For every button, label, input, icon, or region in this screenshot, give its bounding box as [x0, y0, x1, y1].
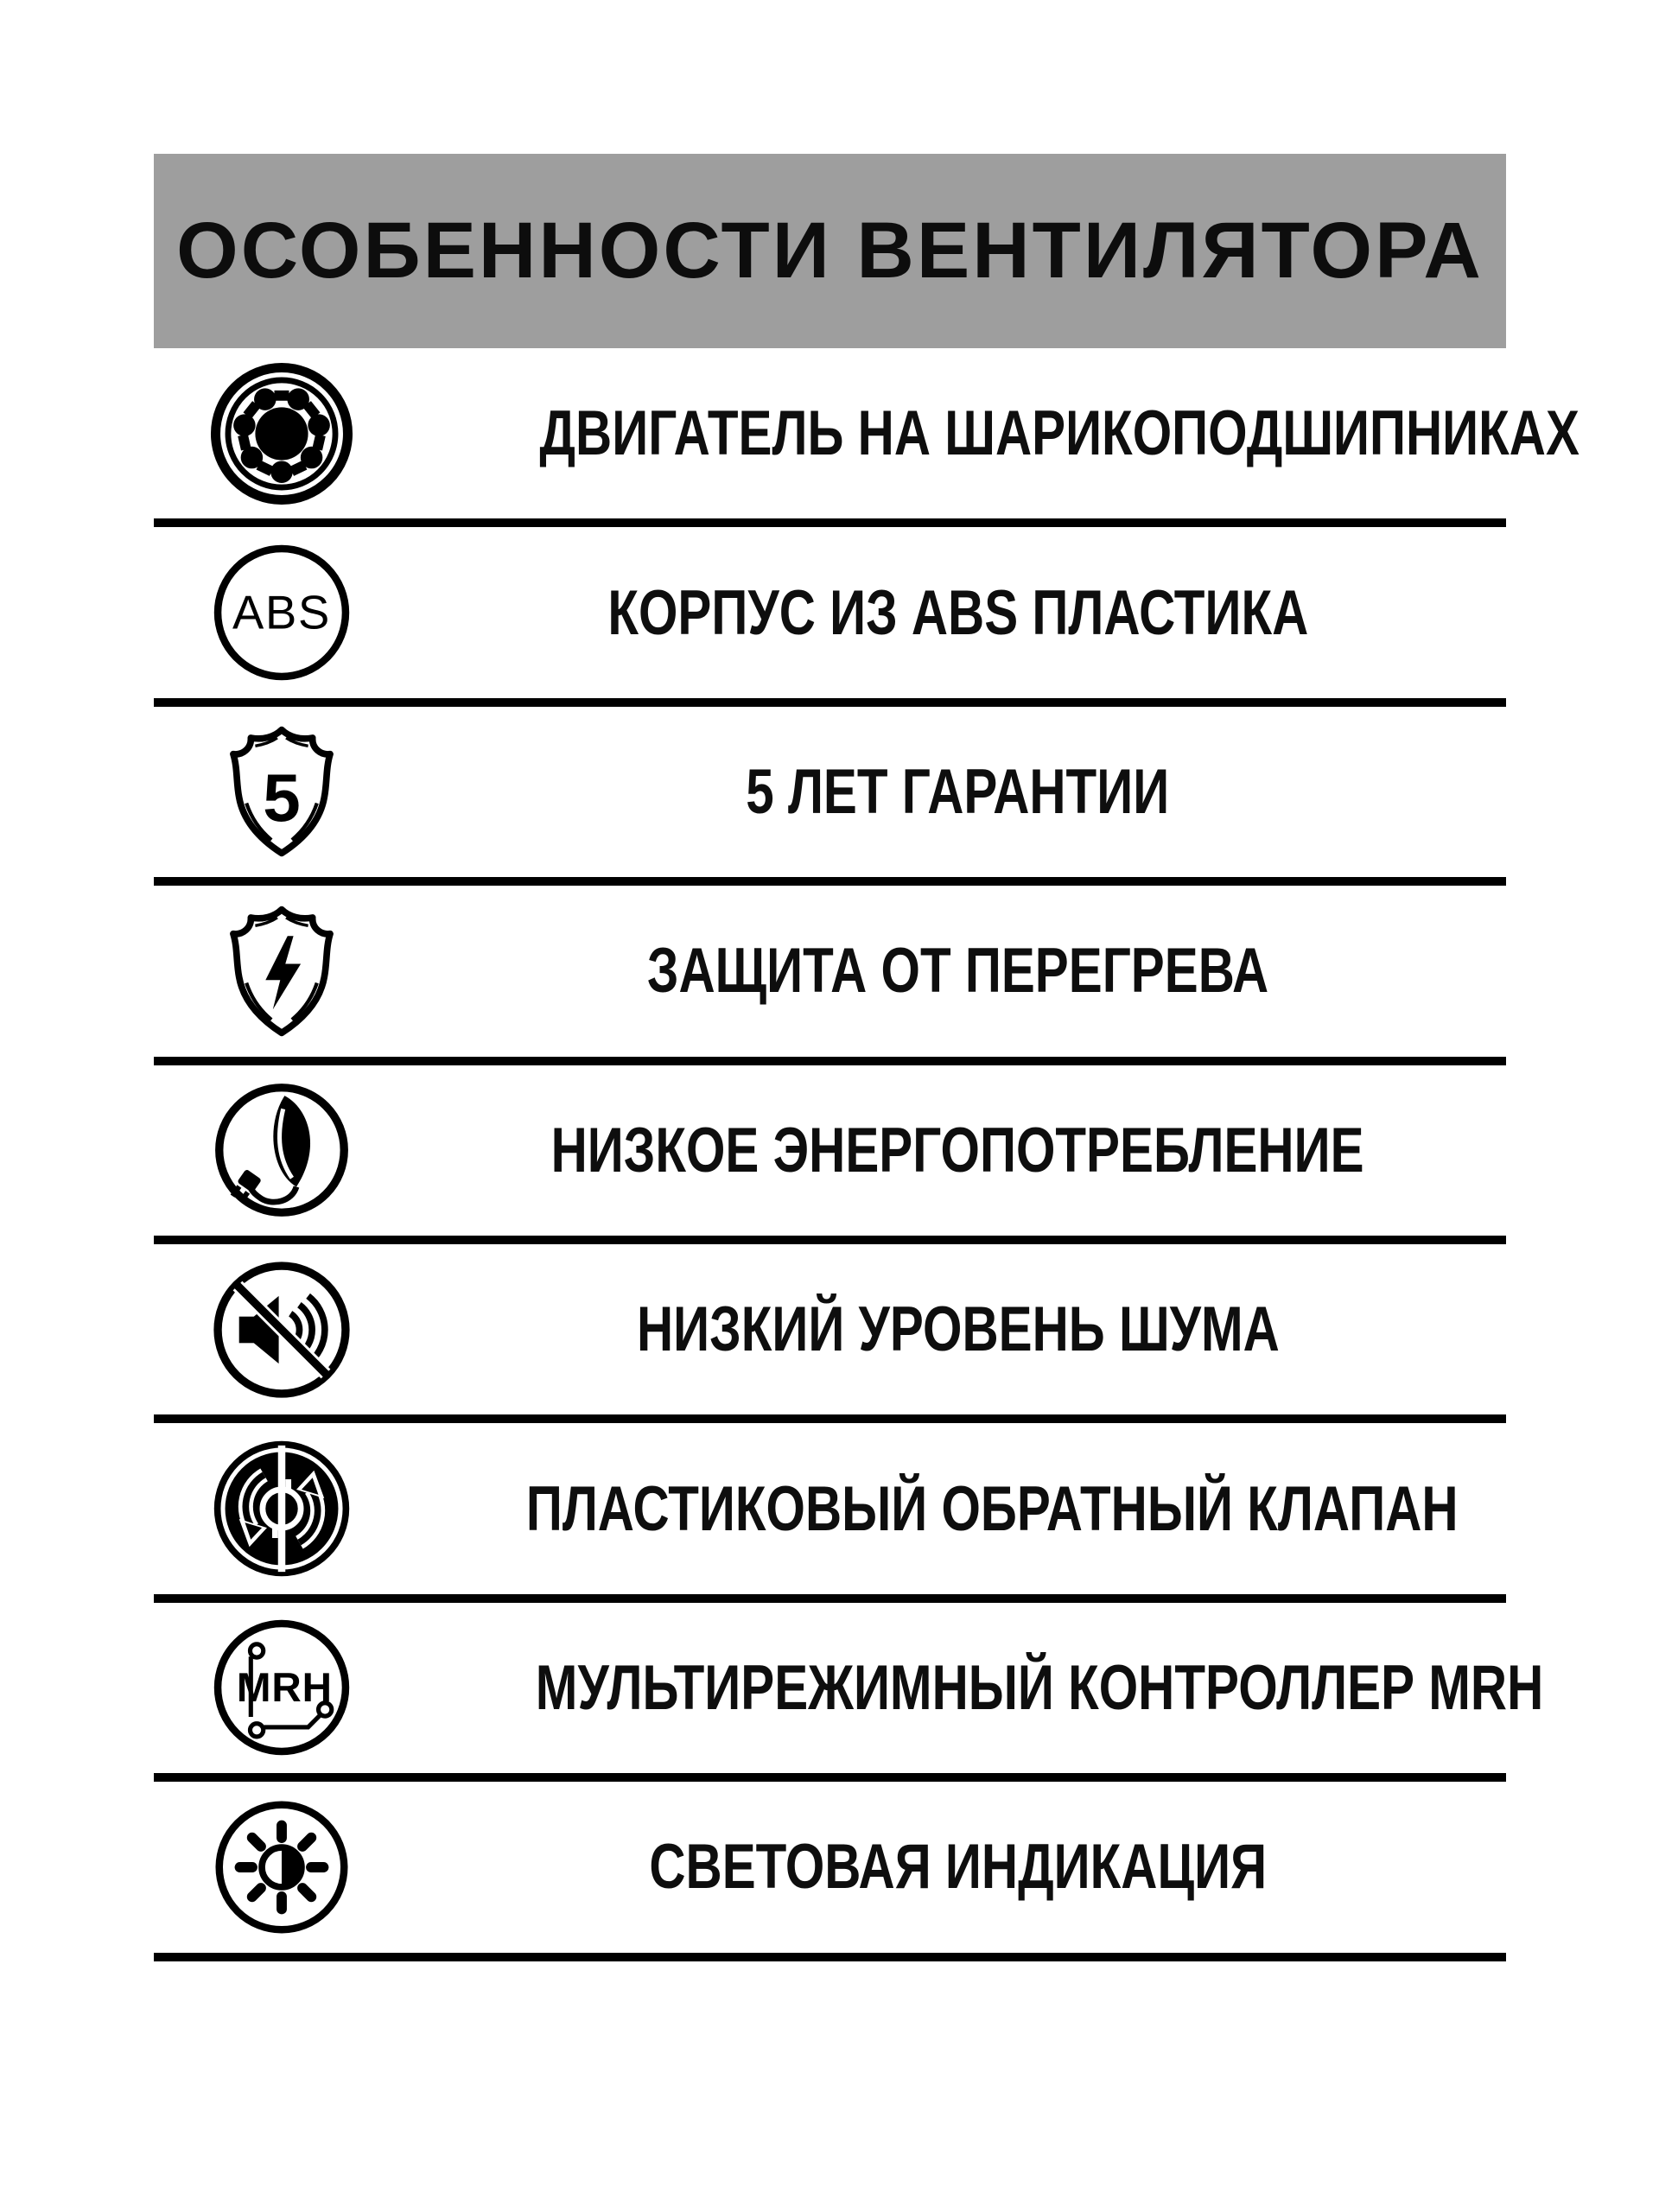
- circuit-trace: [264, 1714, 321, 1727]
- feature-label: ПЛАСТИКОВЫЙ ОБРАТНЫЙ КЛАПАН: [525, 1473, 1459, 1544]
- features-board: [154, 154, 1580, 1961]
- overheat-protection-icon: [208, 898, 355, 1045]
- feature-label-cell: [410, 756, 1506, 828]
- feature-label-cell: [410, 577, 1506, 649]
- feature-icon-cell: [154, 360, 410, 507]
- feature-label-cell: [410, 1294, 1506, 1365]
- warranty-shield-icon: [208, 718, 355, 865]
- feature-row: [154, 707, 1506, 886]
- feature-icon-cell: [154, 898, 410, 1045]
- feature-row: [154, 1782, 1506, 1961]
- feature-icon-cell: [154, 1435, 410, 1582]
- feature-row: [154, 886, 1506, 1065]
- feature-label: НИЗКИЙ УРОВЕНЬ ШУМА: [636, 1294, 1280, 1365]
- feature-row: [154, 1244, 1506, 1423]
- feature-label-cell: [410, 397, 1659, 469]
- feature-label: ДВИГАТЕЛЬ НА ШАРИКОПОДШИПНИКАХ: [539, 398, 1580, 469]
- feature-label: КОРПУС ИЗ ABS ПЛАСТИКА: [607, 577, 1308, 648]
- feature-label-cell: [410, 935, 1506, 1007]
- mrh-icon-text: MRH: [236, 1665, 333, 1712]
- feature-icon-cell: [154, 1256, 410, 1403]
- abs-plastic-icon: [208, 539, 355, 686]
- feature-row: [154, 1423, 1506, 1602]
- lightning-bolt: [265, 936, 301, 1009]
- feature-label: ЗАЩИТА ОТ ПЕРЕГРЕВА: [646, 936, 1269, 1007]
- feature-label: НИЗКОЕ ЭНЕРГОПОТРЕБЛЕНИЕ: [551, 1115, 1364, 1185]
- feature-icon-cell: [154, 539, 410, 686]
- feature-label-cell: [410, 1831, 1506, 1903]
- muted-speaker-icon: [208, 1256, 355, 1403]
- feature-row: [154, 1603, 1544, 1782]
- feature-icon-cell: [154, 1794, 410, 1941]
- warranty-years-text: 5: [263, 760, 301, 836]
- mrh-controller-icon: [208, 1614, 355, 1761]
- feature-label-cell: [410, 1652, 1659, 1724]
- feature-label-cell: [410, 1473, 1574, 1545]
- feature-icon-cell: [154, 1077, 410, 1224]
- abs-icon-text: ABS: [232, 586, 331, 639]
- header-banner: [154, 154, 1506, 348]
- check-valve-icon: [208, 1435, 355, 1582]
- feature-row: [154, 527, 1506, 706]
- feature-label: 5 ЛЕТ ГАРАНТИИ: [746, 756, 1170, 827]
- ball-bearing-icon: [208, 360, 355, 507]
- feature-label: МУЛЬТИРЕЖИМНЫЙ КОНТРОЛЛЕР MRH: [535, 1652, 1544, 1723]
- feature-icon-cell: [154, 1614, 410, 1761]
- feature-row: [154, 1065, 1506, 1244]
- feature-label: СВЕТОВАЯ ИНДИКАЦИЯ: [649, 1832, 1267, 1903]
- light-indication-icon: [208, 1794, 355, 1941]
- feature-icon-cell: [154, 718, 410, 865]
- low-energy-leaf-plug-icon: [208, 1077, 355, 1224]
- page-title: ОСОБЕННОСТИ ВЕНТИЛЯТОРА: [176, 207, 1484, 295]
- feature-row: [154, 348, 1580, 527]
- feature-list: [154, 348, 1580, 1961]
- feature-label-cell: [410, 1115, 1506, 1186]
